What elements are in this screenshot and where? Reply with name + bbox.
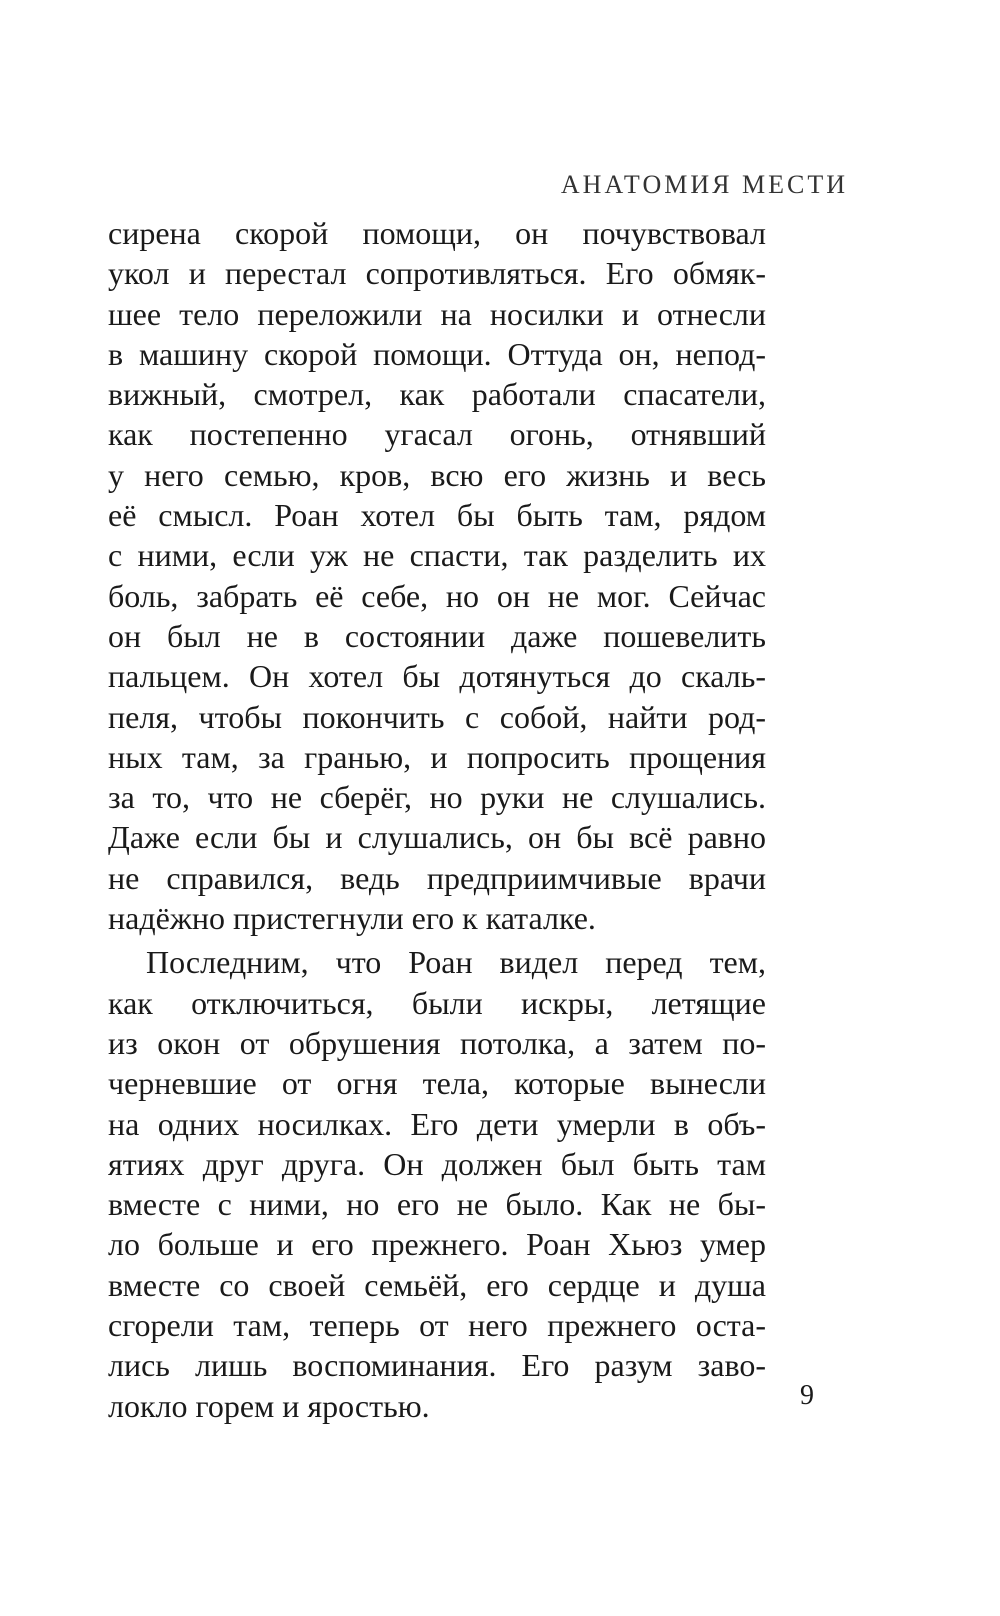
text-line: вместе с ними, но его не было. Как не бы-	[108, 1186, 766, 1223]
text-line: шее тело переложили на носилки и отнесли	[108, 295, 766, 332]
text-line: у него семью, кров, всю его жизнь и весь	[108, 456, 766, 493]
text-line: как постепенно угасал огонь, отнявший	[108, 416, 766, 453]
text-line: сирена скорой помощи, он почувствовал	[108, 215, 766, 251]
body-text	[108, 213, 766, 1426]
text-line: сгорели там, теперь от него прежнего оста-	[108, 1307, 766, 1344]
text-line: ятиях друг друга. Он должен был быть там	[108, 1145, 766, 1182]
text-line: не справился, ведь предприимчивые врачи	[108, 859, 766, 896]
page-number: 9	[800, 1380, 814, 1411]
text-line: ло больше и его прежнего. Роан Хьюз умер	[108, 1226, 766, 1263]
text-line: он был не в состоянии даже пошевелить	[108, 617, 766, 654]
text-line: пеля, чтобы покончить с собой, найти род-	[108, 698, 766, 735]
text-line: надёжно пристегнули его к каталке.	[108, 900, 596, 937]
text-line: черневшие от огня тела, которые вынесли	[108, 1065, 766, 1102]
text-line: в машину скорой помощи. Оттуда он, непод-	[108, 335, 766, 372]
text-line: с ними, если уж не спасти, так разделить их	[108, 537, 766, 574]
text-line: из окон от обрушения потолка, а затем по-	[108, 1024, 766, 1061]
text-line: ных там, за гранью, и попросить прощения	[108, 738, 766, 775]
paragraph	[108, 942, 766, 1426]
text-line: на одних носилках. Его дети умерли в объ-	[108, 1105, 766, 1142]
text-line: пальцем. Он хотел бы дотянуться до скаль-	[108, 658, 766, 695]
text-line: за то, что не сберёг, но руки не слушались.	[108, 779, 766, 816]
paragraph	[108, 213, 766, 938]
text-line: Последним, что Роан видел перед тем,	[146, 944, 766, 981]
text-line: боль, забрать её себе, но он не мог. Сейчас	[108, 577, 766, 614]
text-line: локло горем и яростью.	[108, 1387, 430, 1424]
text-line: лись лишь воспоминания. Его разум заво-	[108, 1347, 766, 1384]
text-line: её смысл. Роан хотел бы быть там, рядом	[108, 497, 766, 534]
text-line: Даже если бы и слушались, он бы всё равно	[108, 819, 766, 856]
running-head: АНАТОМИЯ МЕСТИ	[560, 170, 848, 199]
text-line: вместе со своей семьёй, его сердце и душа	[108, 1266, 766, 1303]
text-line: вижный, смотрел, как работали спасатели,	[108, 376, 766, 413]
text-line: как отключиться, были искры, летящие	[108, 984, 766, 1021]
text-line: укол и перестал сопротивляться. Его обмяк-	[108, 255, 766, 292]
